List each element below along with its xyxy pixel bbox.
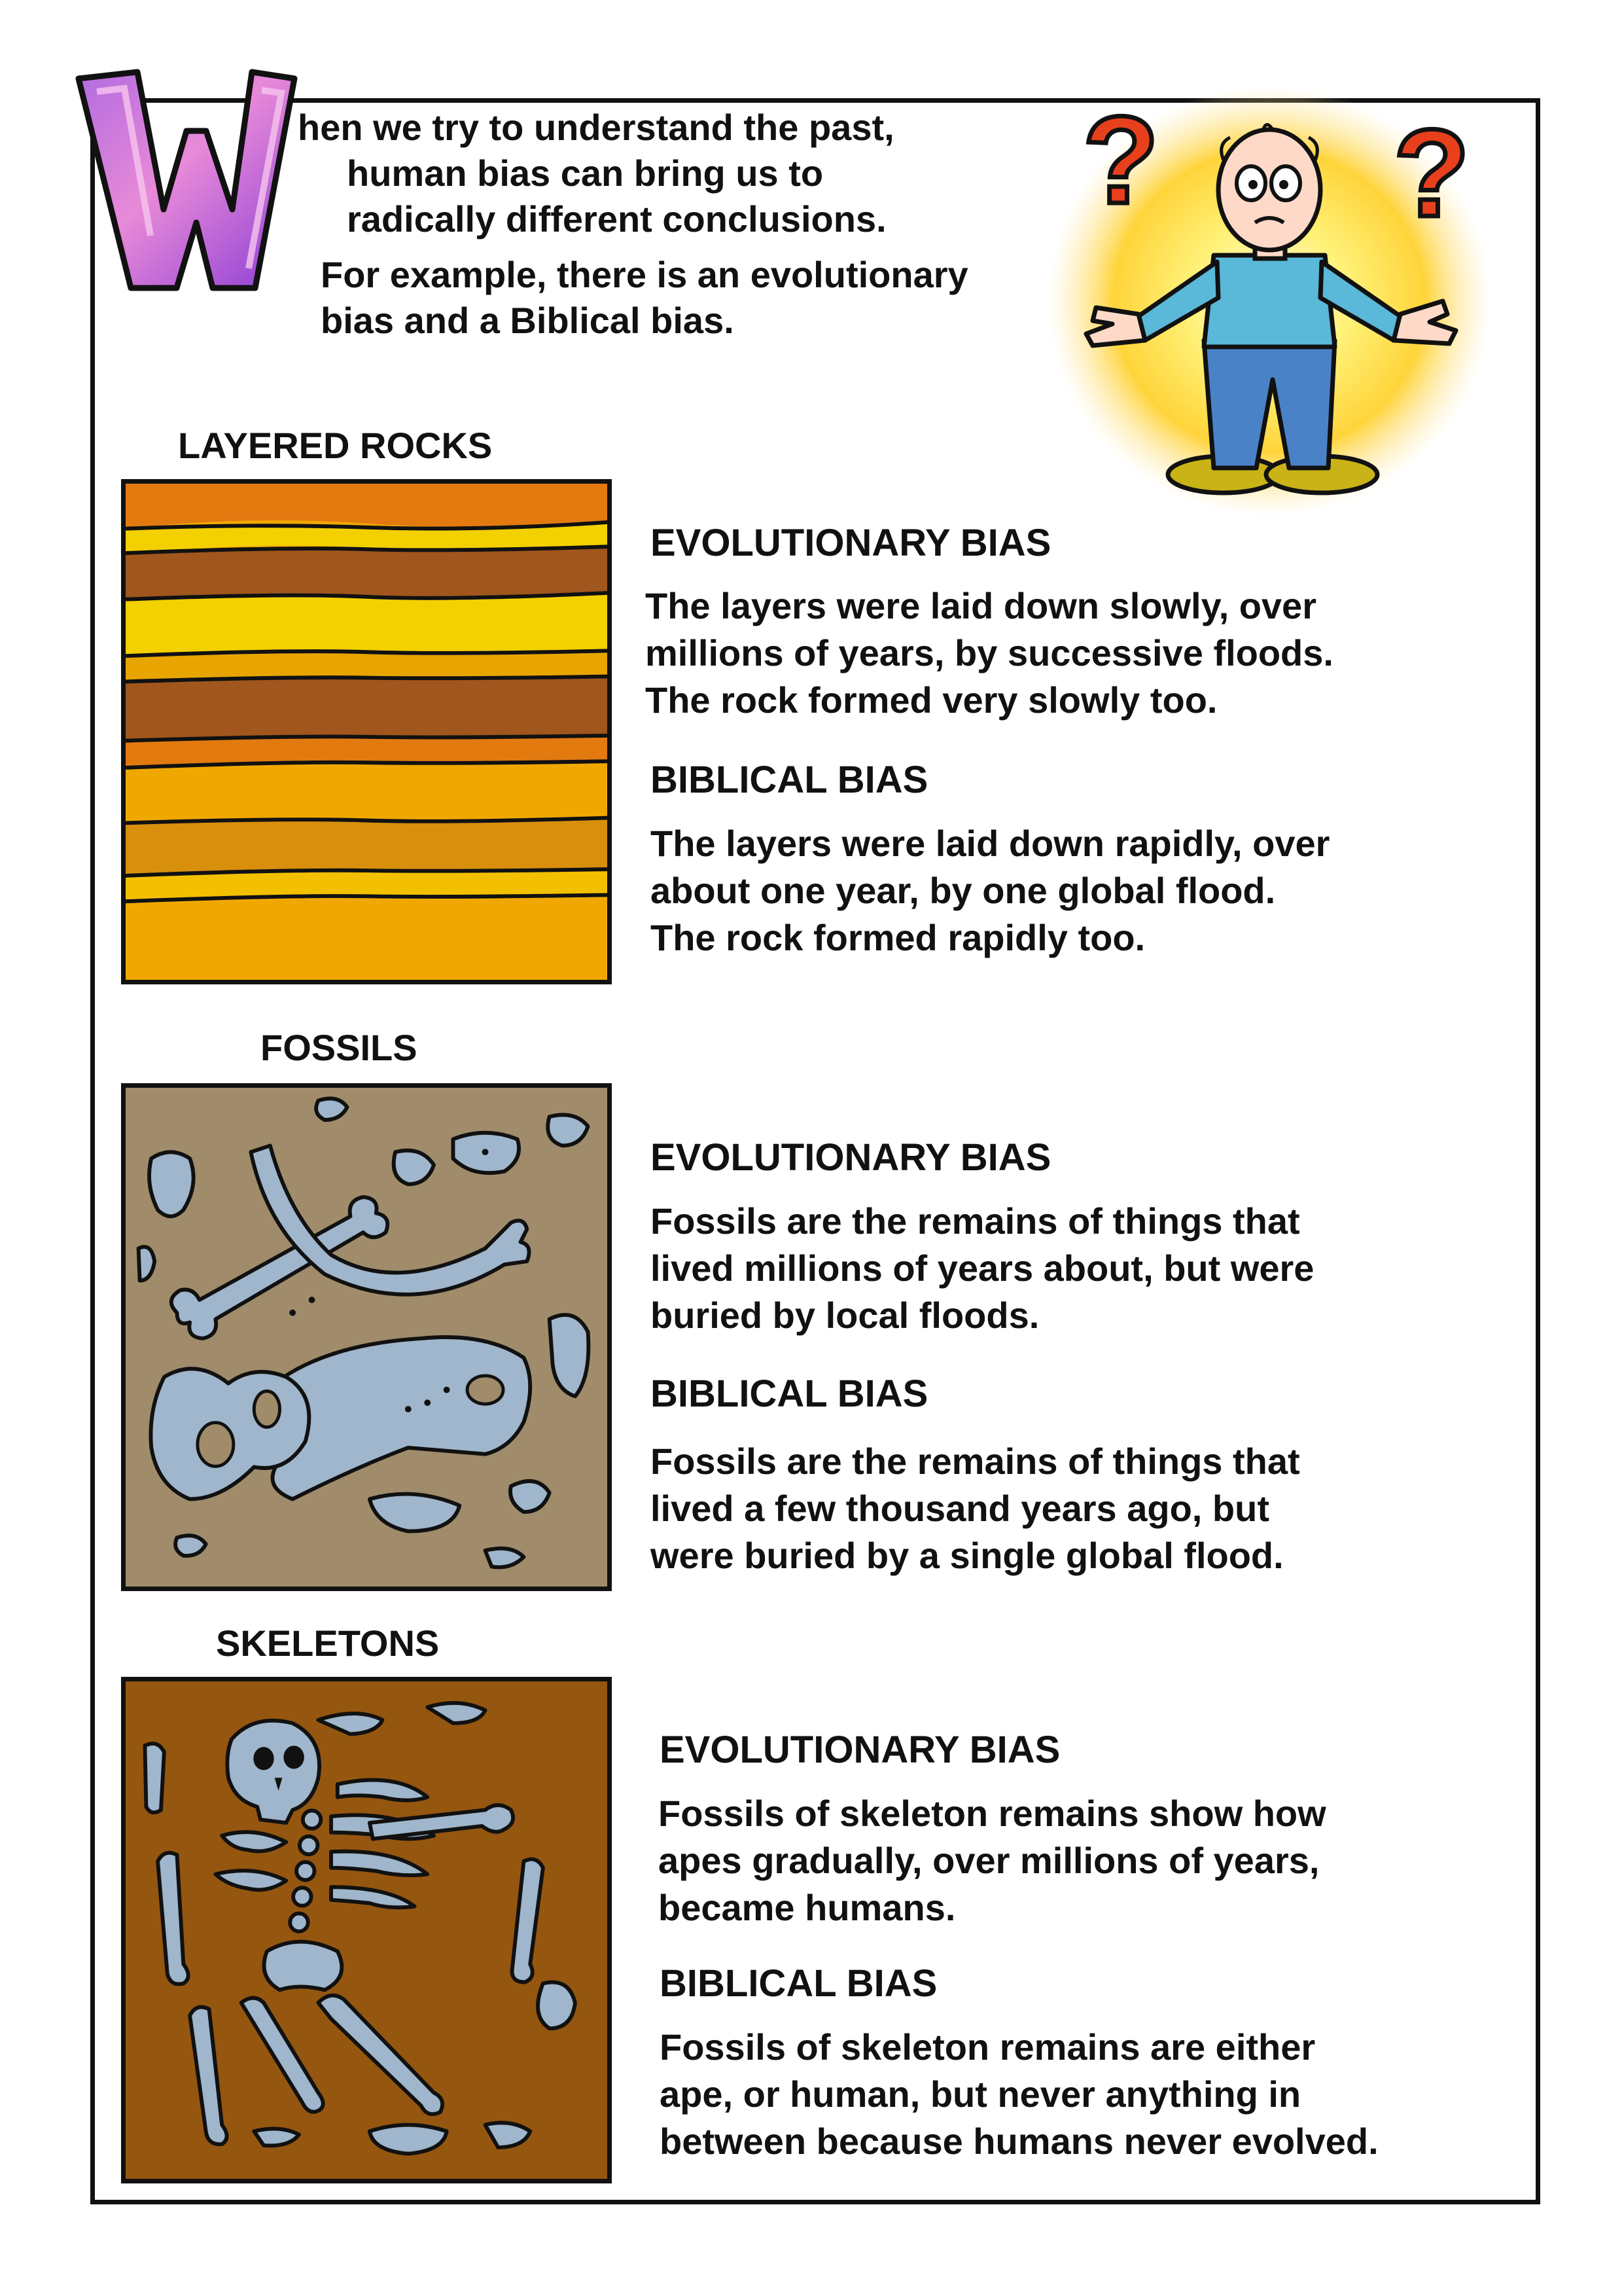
rocks-biblical-line-3: The rock formed rapidly too. (650, 917, 1146, 958)
fossils-evolutionary-line-1: Fossils are the remains of things that (650, 1200, 1300, 1242)
skeletons-illustration (121, 1677, 612, 2183)
rocks-biblical-heading: BIBLICAL BIAS (650, 759, 928, 801)
intro-line-5: bias and a Biblical bias. (321, 300, 734, 341)
rocks-biblical-text (650, 820, 1330, 961)
fossils-biblical-line-2: lived a few thousand years ago, but (650, 1488, 1269, 1529)
section-title-skeletons: SKELETONS (216, 1623, 440, 1664)
dropcap-w-letter (65, 52, 301, 314)
fossils-illustration (121, 1083, 612, 1591)
question-mark-left-icon: ? (1083, 91, 1159, 230)
rocks-evolutionary-line-3: The rock formed very slowly too. (645, 679, 1218, 721)
rocks-evolutionary-text (645, 583, 1333, 724)
fossils-evolutionary-heading: EVOLUTIONARY BIAS (650, 1136, 1051, 1179)
fossils-evolutionary-text (650, 1198, 1314, 1339)
skeletons-biblical-line-3: between because humans never evolved. (660, 2121, 1379, 2162)
intro-line-4: For example, there is an evolutionary (321, 254, 968, 295)
skeletons-evolutionary-heading: EVOLUTIONARY BIAS (660, 1729, 1061, 1771)
layered-rocks-illustration (121, 479, 612, 984)
fossils-biblical-line-3: were buried by a single global flood. (650, 1535, 1284, 1576)
skeletons-biblical-heading: BIBLICAL BIAS (660, 1962, 938, 2005)
rocks-biblical-line-2: about one year, by one global flood. (650, 870, 1276, 911)
rocks-evolutionary-line-1: The layers were laid down slowly, over (645, 585, 1316, 626)
fossils-biblical-heading: BIBLICAL BIAS (650, 1372, 928, 1415)
fossils-evolutionary-line-2: lived millions of years about, but were (650, 1247, 1315, 1289)
fossils-biblical-line-1: Fossils are the remains of things that (650, 1441, 1300, 1482)
intro-line-1: hen we try to understand the past, (298, 107, 894, 148)
question-mark-right-icon: ? (1394, 104, 1470, 243)
skeletons-evolutionary-line-2: apes gradually, over millions of years, (658, 1840, 1320, 1881)
section-title-fossils: FOSSILS (260, 1027, 417, 1068)
skeletons-evolutionary-line-1: Fossils of skeleton remains show how (658, 1793, 1326, 1834)
skeletons-evolutionary-text (658, 1790, 1326, 1931)
skeletons-biblical-text (660, 2024, 1379, 2165)
intro-line-2: human bias can bring us to (347, 152, 824, 194)
rocks-biblical-line-1: The layers were laid down rapidly, over (650, 823, 1330, 864)
fossils-biblical-text (650, 1438, 1300, 1579)
skeletons-biblical-line-2: ape, or human, but never anything in (660, 2073, 1301, 2115)
skeletons-evolutionary-line-3: became humans. (658, 1887, 956, 1928)
intro-line-3: radically different conclusions. (347, 198, 887, 240)
rocks-evolutionary-line-2: millions of years, by successive floods. (645, 632, 1333, 673)
rocks-evolutionary-heading: EVOLUTIONARY BIAS (650, 522, 1051, 564)
skeletons-biblical-line-1: Fossils of skeleton remains are either (660, 2026, 1316, 2068)
fossils-evolutionary-line-3: buried by local floods. (650, 1295, 1040, 1336)
section-title-layered-rocks: LAYERED ROCKS (178, 425, 493, 466)
confused-person-illustration (1047, 65, 1505, 524)
